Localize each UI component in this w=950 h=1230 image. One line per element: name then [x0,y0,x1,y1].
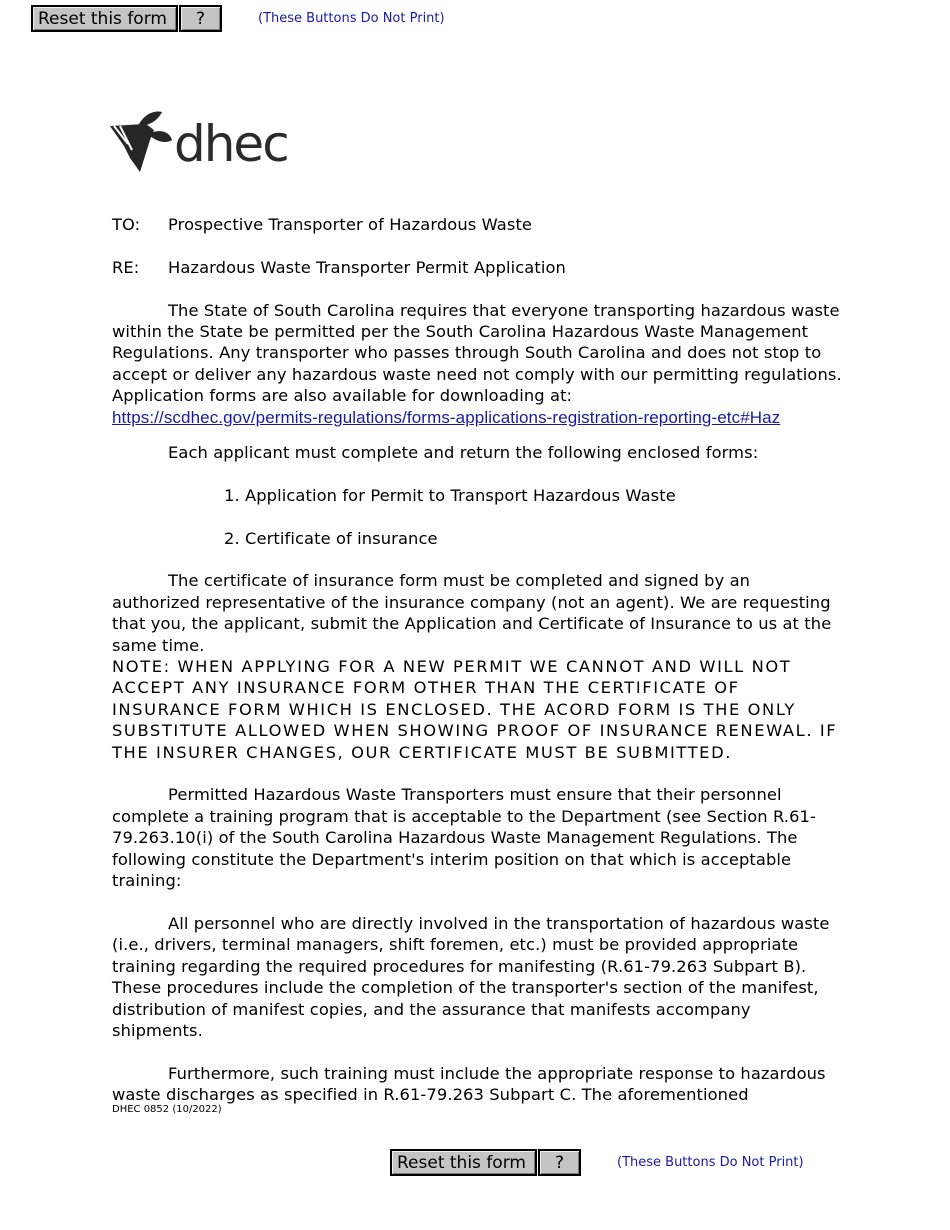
reset-form-button[interactable]: Reset this form [31,5,178,32]
reset-form-button-bottom[interactable]: Reset this form [390,1149,537,1176]
form-id: DHEC 0852 (10/2022) [112,1104,222,1115]
palmetto-leaf-icon [110,110,180,178]
bottom-button-bar [390,1149,804,1176]
re-label: RE: [112,257,140,277]
paragraph-insurance: The certificate of insurance form must be completed and signed by an authorized representative of the insurance company (not an agent). We are requesting that you, the applicant, submit the Application and Certificate of Insurance to us at the same time. [112,571,832,655]
to-value: Prospective Transporter of Hazardous Waste [168,215,533,234]
paragraph-enclosed-forms: Each applicant must complete and return the following enclosed forms: [168,443,759,463]
paragraph-permit-requirement: The State of South Carolina requires that everyone transporting hazardous waste within the State be permitted per the South Carolina Hazardous Waste Management Regulations. Any transporter who passes through South Carolina and does not stop to accept or deliver any hazardous waste need not comply with our permitting regulations. Application forms are also available for downloading at: [112,300,842,406]
buttons-note-bottom: (These Buttons Do Not Print) [617,1155,804,1170]
dhec-wordmark: dhec [174,115,288,173]
help-button[interactable]: ? [179,5,222,32]
re-line [112,257,842,278]
re-value: Hazardous Waste Transporter Permit Application [168,257,566,277]
letter-body [112,214,842,1106]
insurance-note: NOTE: WHEN APPLYING FOR A NEW PERMIT WE CANNOT AND WILL NOT ACCEPT ANY INSURANCE FORM OTHER THAN THE CERTIFICATE OF INSURANCE FORM WHICH IS ENCLOSED. THE ACORD FORM IS THE ONLY SUBSTITUTE ALLOWED WHEN SHOWING PROOF OF INSURANCE RENEWAL. IF THE INSURER CHANGES, OUR CERTIFICATE MUST BE SUBMITTED. [112,657,838,762]
download-link[interactable]: https://scdhec.gov/permits-regulations/forms-applications-registration-reporting-etc#Haz [112,407,781,427]
buttons-note: (These Buttons Do Not Print) [258,11,445,26]
list-item-application: 1. Application for Permit to Transport Hazardous Waste [224,485,676,505]
help-button-bottom[interactable]: ? [538,1149,581,1176]
list-item-certificate: 2. Certificate of insurance [224,528,438,548]
to-label: TO: [112,215,141,234]
paragraph-personnel: All personnel who are directly involved in the transportation of hazardous waste (i.e., drivers, terminal managers, shift foremen, etc.) must be provided appropriate training regarding the required procedures for manifesting (R.61-79.263 Subpart B). These procedures include the completion of the transporter's section of the manifest, distribution of manifest copies, and the assurance that manifests accompany shipments. [112,913,830,1040]
top-button-bar [31,5,445,32]
paragraph-discharges: Furthermore, such training must include the appropriate response to hazardous waste discharges as specified in R.61-79.263 Subpart C. The aforementioned [112,1063,826,1105]
dhec-logo [110,110,288,178]
paragraph-training: Permitted Hazardous Waste Transporters must ensure that their personnel complete a training program that is acceptable to the Department (see Section R.61-79.263.10(i) of the South Carolina Hazardous Waste Management Regulations. The following constitute the Department's interim position on that which is acceptable training: [112,785,816,891]
to-line [112,214,842,235]
